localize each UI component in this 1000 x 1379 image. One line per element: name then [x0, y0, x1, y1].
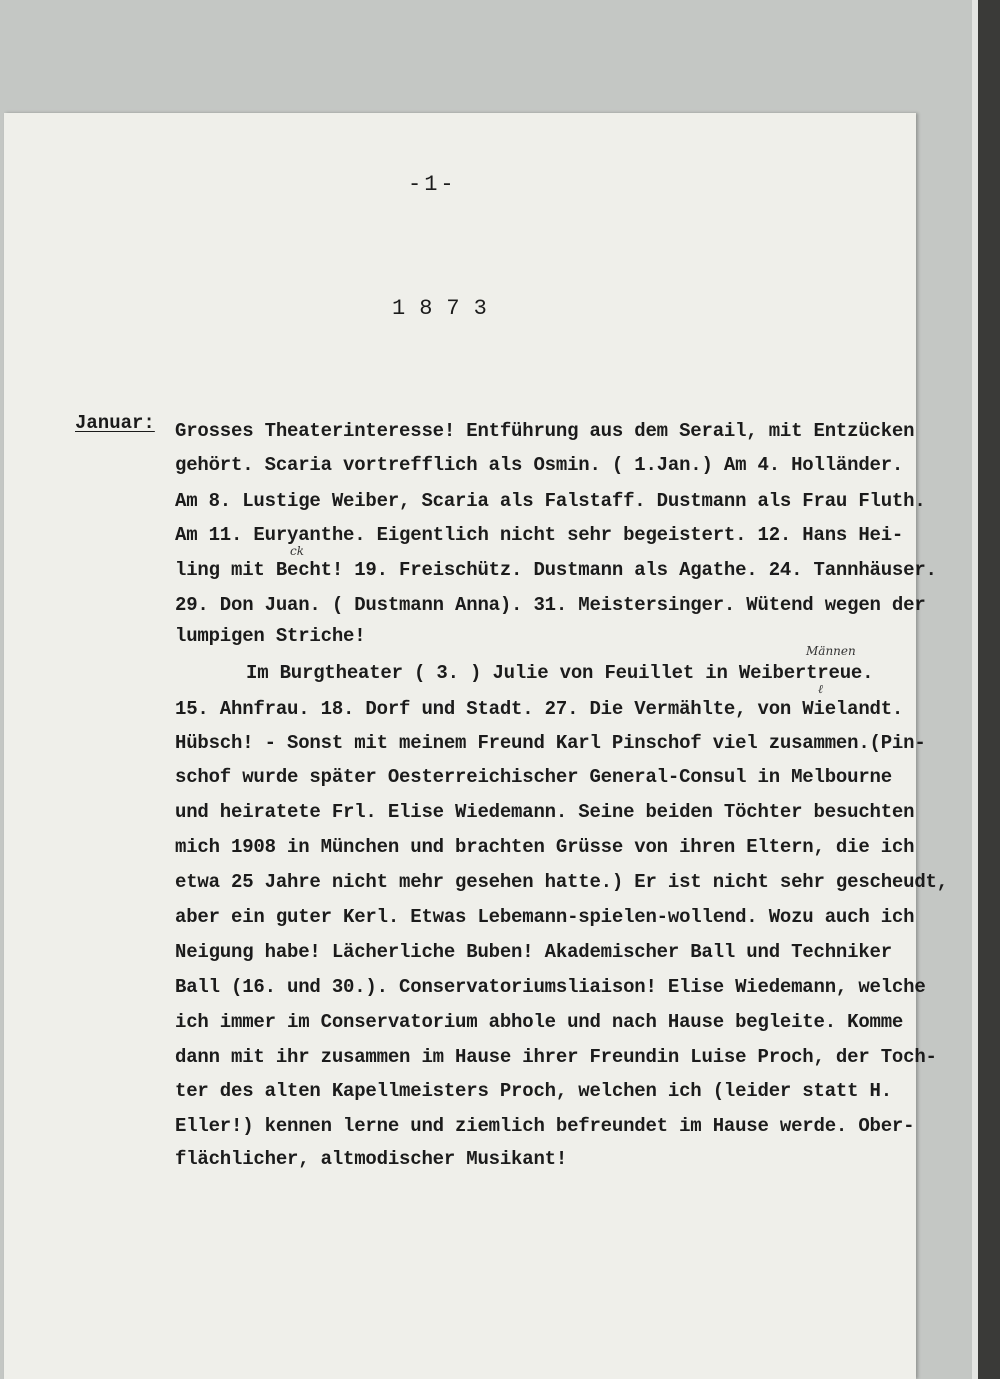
text-line: gehört. Scaria vortrefflich als Osmin. ( 1.Jan.) Am 4. Holländer. — [175, 454, 904, 476]
text-line: schof wurde später Oesterreichischer General-Consul in Melbourne — [175, 766, 892, 788]
scan-page-edge — [972, 0, 978, 1379]
handwritten-correction: Männen — [806, 644, 856, 658]
text-line: mich 1908 in München und brachten Grüsse von ihren Eltern, die ich — [175, 836, 915, 858]
text-line: 15. Ahnfrau. 18. Dorf und Stadt. 27. Die Vermählte, von Wielandt. — [175, 698, 904, 720]
text-line: Neigung habe! Lächerliche Buben! Akademischer Ball und Techniker — [175, 941, 892, 963]
year-heading: 1873 — [392, 296, 501, 321]
text-line: 29. Don Juan. ( Dustmann Anna). 31. Meistersinger. Wütend wegen der — [175, 594, 926, 616]
section-label-januar: Januar: — [75, 412, 155, 434]
text-line: Im Burgtheater ( 3. ) Julie von Feuillet in Weibertreue. — [246, 662, 874, 684]
text-line: ter des alten Kapellmeisters Proch, welchen ich (leider statt H. — [175, 1080, 892, 1102]
text-line: etwa 25 Jahre nicht mehr gesehen hatte.) Er ist nicht sehr gescheudt, — [175, 871, 948, 893]
text-line: und heiratete Frl. Elise Wiedemann. Seine beiden Töchter besuchten — [175, 801, 915, 823]
text-line: lumpigen Striche! — [175, 625, 366, 647]
text-line: ling mit Becht! 19. Freischütz. Dustmann als Agathe. 24. Tannhäuser. — [175, 559, 937, 581]
text-line: ich immer im Conservatorium abhole und nach Hause begleite. Komme — [175, 1011, 904, 1033]
text-line: Ball (16. und 30.). Conservatoriumsliaison! Elise Wiedemann, welche — [175, 976, 926, 998]
handwritten-correction: ℓ — [818, 682, 823, 696]
page-number: -1- — [408, 172, 457, 197]
text-line: Eller!) kennen lerne und ziemlich befreundet im Hause werde. Ober- — [175, 1115, 915, 1137]
text-line: Grosses Theaterinteresse! Entführung aus dem Serail, mit Entzücken — [175, 420, 915, 442]
text-line: flächlicher, altmodischer Musikant! — [175, 1148, 568, 1170]
text-line: aber ein guter Kerl. Etwas Lebemann-spielen-wollend. Wozu auch ich — [175, 906, 915, 928]
text-line: Am 11. Euryanthe. Eigentlich nicht sehr begeistert. 12. Hans Hei- — [175, 524, 904, 546]
text-line: Am 8. Lustige Weiber, Scaria als Falstaff. Dustmann als Frau Fluth. — [175, 490, 926, 512]
text-line: dann mit ihr zusammen im Hause ihrer Freundin Luise Proch, der Toch- — [175, 1046, 937, 1068]
text-line: Hübsch! - Sonst mit meinem Freund Karl Pinschof viel zusammen.(Pin- — [175, 732, 926, 754]
handwritten-correction: ck — [290, 544, 304, 558]
